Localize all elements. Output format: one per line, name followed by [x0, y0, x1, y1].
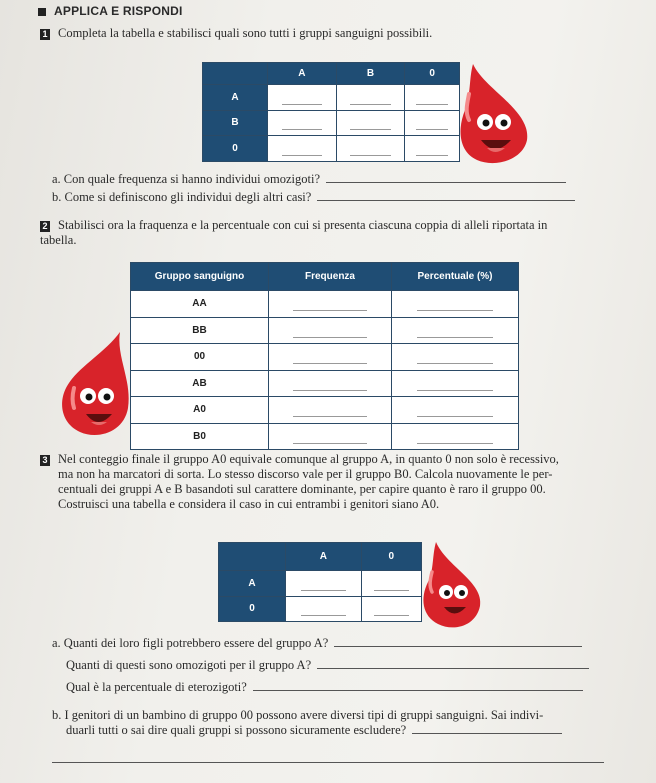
row-header: 0	[219, 596, 286, 622]
answer-cell[interactable]	[336, 136, 405, 162]
answer-line[interactable]	[412, 723, 562, 734]
col-header: Frequenza	[269, 263, 392, 291]
col-header: Gruppo sanguigno	[131, 263, 269, 291]
answer-cell[interactable]	[405, 85, 460, 111]
row-header: 0	[203, 136, 268, 162]
punnett-table-1	[202, 62, 460, 162]
frequency-table	[130, 262, 519, 450]
genotype-label: B0	[131, 423, 269, 450]
percentage-cell[interactable]	[392, 291, 519, 318]
exercise-1-instruction: 1 Completa la tabella e stabilisci quali sono tutti i gruppi sanguigni possibili.	[40, 26, 600, 41]
col-header: B	[336, 63, 405, 85]
exercise-number: 3	[40, 455, 50, 466]
answer-cell[interactable]	[268, 110, 337, 136]
question-1a: a. Con quale frequenza si hanno individui omozigoti?	[52, 172, 566, 187]
blood-drop-mascot-icon	[420, 540, 486, 632]
exercise-2-instruction: 2 Stabilisci ora la fraquenza e la percentuale con cui si presenta ciascuna coppia di alleli riportata in tabella.	[40, 218, 548, 247]
col-header: 0	[361, 543, 421, 571]
answer-cell[interactable]	[361, 596, 421, 622]
answer-line[interactable]	[317, 190, 575, 201]
percentage-cell[interactable]	[392, 317, 519, 344]
answer-cell[interactable]	[336, 85, 405, 111]
answer-cell[interactable]	[286, 596, 362, 622]
genotype-label: BB	[131, 317, 269, 344]
genotype-label: 00	[131, 344, 269, 371]
blood-drop-mascot-icon	[56, 330, 136, 442]
answer-cell[interactable]	[361, 571, 421, 597]
frequency-cell[interactable]	[269, 317, 392, 344]
exercise-number: 2	[40, 221, 50, 232]
genotype-label: AA	[131, 291, 269, 318]
answer-cell[interactable]	[286, 571, 362, 597]
bullet-square-icon	[38, 8, 46, 16]
answer-line[interactable]	[253, 680, 583, 691]
answer-cell[interactable]	[405, 110, 460, 136]
frequency-cell[interactable]	[269, 423, 392, 450]
col-header: 0	[405, 63, 460, 85]
col-header: A	[286, 543, 362, 571]
answer-line[interactable]	[334, 636, 582, 647]
genotype-label: A0	[131, 397, 269, 424]
question-3a-2: Quanti di questi sono omozigoti per il gruppo A?	[66, 658, 589, 673]
answer-line[interactable]	[326, 172, 566, 183]
frequency-cell[interactable]	[269, 344, 392, 371]
answer-cell[interactable]	[405, 136, 460, 162]
frequency-cell[interactable]	[269, 291, 392, 318]
question-1b: b. Come si definiscono gli individui degli altri casi?	[52, 190, 575, 205]
percentage-cell[interactable]	[392, 397, 519, 424]
answer-cell[interactable]	[268, 136, 337, 162]
col-header: A	[268, 63, 337, 85]
question-3a: a. Quanti dei loro figli potrebbero essere del gruppo A?	[52, 636, 582, 651]
col-header: Percentuale (%)	[392, 263, 519, 291]
frequency-cell[interactable]	[269, 370, 392, 397]
answer-cell[interactable]	[268, 85, 337, 111]
frequency-cell[interactable]	[269, 397, 392, 424]
answer-line[interactable]	[52, 762, 604, 763]
genotype-label: AB	[131, 370, 269, 397]
row-header: B	[203, 110, 268, 136]
exercise-number: 1	[40, 29, 50, 40]
blood-drop-mascot-icon	[455, 60, 535, 168]
question-3b: b. I genitori di un bambino di gruppo 00 possono avere diversi tipi di gruppi sanguigni. Sai indivi- duarli tutti o sai dire quali gruppi si possono sicuramente escludere?	[52, 708, 652, 738]
punnett-table-2	[218, 542, 422, 622]
row-header: A	[219, 571, 286, 597]
answer-line[interactable]	[317, 658, 589, 669]
exercise-3-instruction: 3 Nel conteggio finale il gruppo A0 equivale comunque al gruppo A, in quanto 0 non solo è recessivo, ma non ha marcatori di sorta. Lo stesso discorso vale per il gruppo B0. Calcola nuovamente le per- centuali dei gruppi A e B basandoti sul carattere dominante, per capire quanto è raro il gruppo 00. Costruisci una tabella e considera il caso in cui entrambi i genitori siano A0.	[40, 452, 650, 512]
percentage-cell[interactable]	[392, 370, 519, 397]
question-3a-3: Qual è la percentuale di eterozigoti?	[66, 680, 583, 695]
section-heading: APPLICA E RISPONDI	[38, 4, 183, 18]
percentage-cell[interactable]	[392, 423, 519, 450]
percentage-cell[interactable]	[392, 344, 519, 371]
row-header: A	[203, 85, 268, 111]
answer-cell[interactable]	[336, 110, 405, 136]
